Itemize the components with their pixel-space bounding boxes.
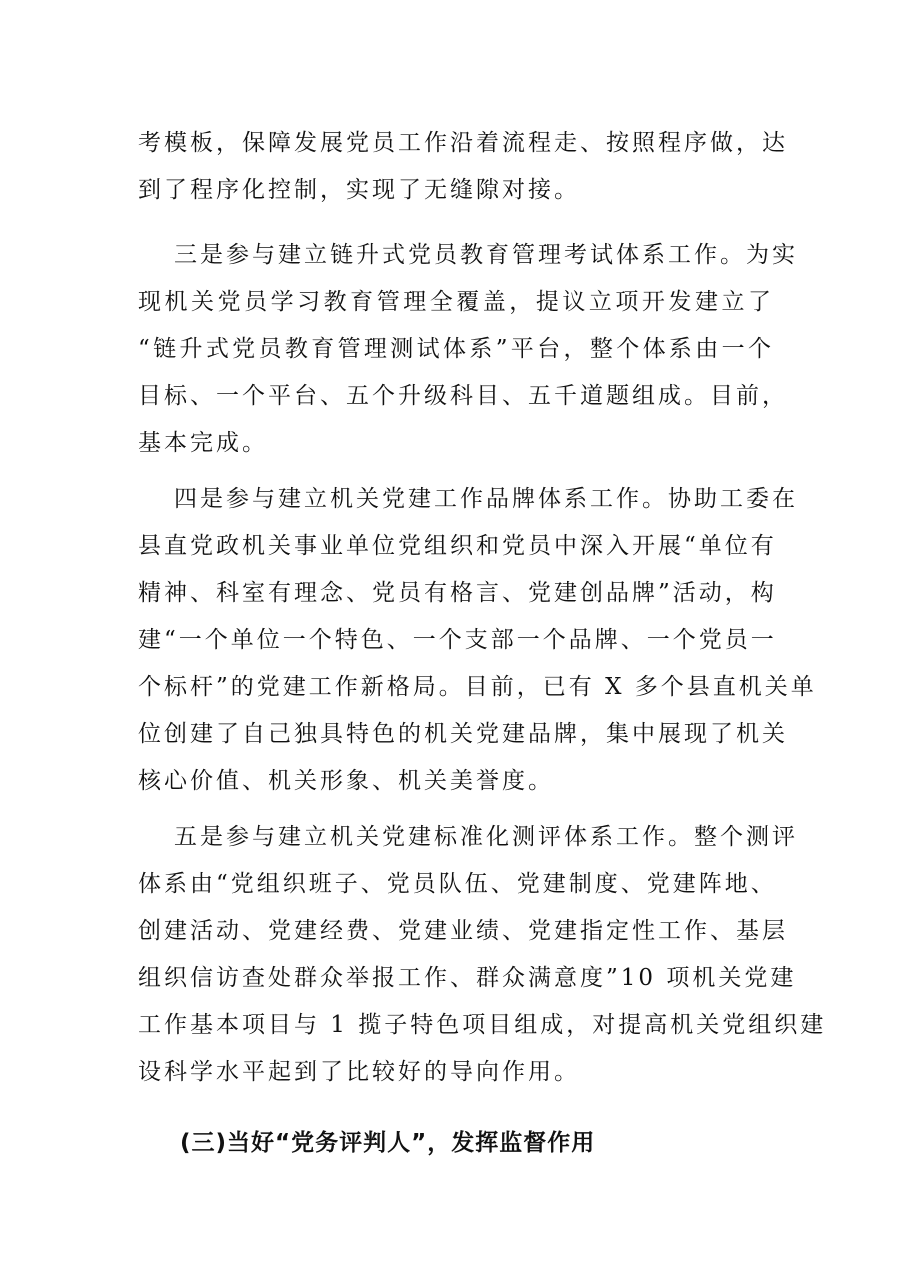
text-line: 目标、一个平台、五个升级科目、五千道题组成。目前， bbox=[138, 383, 788, 409]
text-line: 考模板，保障发展党员工作沿着流程走、按照程序做，达 bbox=[138, 130, 788, 156]
text-line: 精神、科室有理念、党员有格言、党建创品牌”活动，构 bbox=[138, 580, 777, 606]
text-line: “链升式党员教育管理测试体系”平台，整个体系由一个 bbox=[138, 336, 774, 362]
text-line: 核心价值、机关形象、机关美誉度。 bbox=[138, 768, 554, 794]
text-line: 创建活动、党建经费、党建业绩、党建指定性工作、基层 bbox=[138, 918, 788, 944]
paragraph-item-three bbox=[138, 232, 798, 467]
text-line: 体系由“党组织班子、党员队伍、党建制度、党建阵地、 bbox=[138, 871, 777, 897]
text-line: 县直党政机关事业单位党组织和党员中深入开展“单位有 bbox=[138, 533, 777, 559]
section-heading: (三)当好“党务评判人”，发挥监督作用 bbox=[180, 1130, 596, 1156]
text-line: 现机关党员学习教育管理全覆盖，提议立项开发建立了 bbox=[138, 289, 774, 315]
text-line: 四是参与建立机关党建工作品牌体系工作。协助工委在 bbox=[174, 486, 798, 512]
text-line: 设科学水平起到了比较好的导向作用。 bbox=[138, 1059, 580, 1085]
paragraph-item-five bbox=[138, 814, 827, 1096]
text-line: 位创建了自己独具特色的机关党建品牌，集中展现了机关 bbox=[138, 721, 788, 747]
text-line: 工作基本项目与 1 揽子特色项目组成，对提高机关党组织建 bbox=[138, 1012, 827, 1038]
text-line: 到了程序化控制，实现了无缝隙对接。 bbox=[138, 177, 580, 203]
text-line: 建“一个单位一个特色、一个支部一个品牌、一个党员一 bbox=[138, 627, 777, 653]
text-line: 组织信访查处群众举报工作、群众满意度”10 项机关党建 bbox=[138, 965, 797, 991]
text-line: 三是参与建立链升式党员教育管理考试体系工作。为实 bbox=[174, 242, 798, 268]
paragraph-intro-continuation bbox=[138, 120, 788, 214]
text-line: 个标杆”的党建工作新格局。目前，已有 X 多个县直机关单 bbox=[138, 674, 817, 700]
text-line: 基本完成。 bbox=[138, 430, 268, 456]
text-line: 五是参与建立机关党建标准化测评体系工作。整个测评 bbox=[174, 824, 798, 850]
paragraph-item-four bbox=[138, 476, 817, 805]
